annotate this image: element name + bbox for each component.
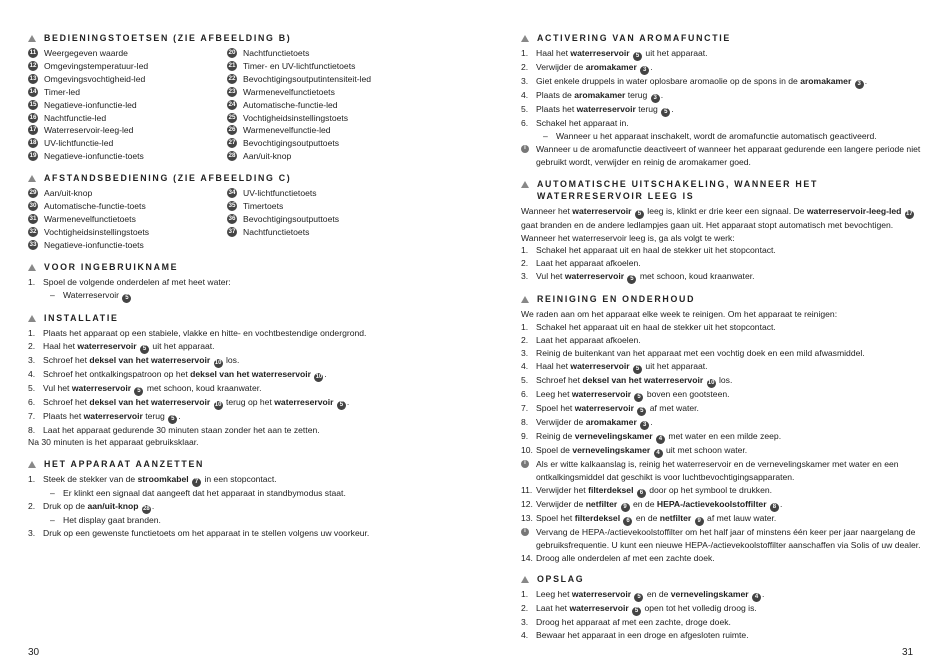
- legend-label: Warmenevelfunctietoets: [44, 213, 136, 224]
- legend-label: Aan/uit-knop: [44, 188, 93, 199]
- legend-table: [28, 47, 468, 163]
- list-item: 2. Laat het apparaat afkoelen.: [521, 258, 641, 269]
- list-item: 2. Laat het apparaat afkoelen.: [521, 335, 641, 346]
- legend-item: [227, 226, 426, 239]
- legend-item: [227, 99, 426, 112]
- list-item: 8. Laat het apparaat gedurende 30 minuten staan zonder het aan te zetten.: [28, 424, 320, 435]
- legend-label: Timer- en UV-lichtfunctietoets: [243, 60, 356, 71]
- triangle-icon: [521, 181, 529, 188]
- list-item: 1. Steek de stekker van de stroomkabel 7 in een stopcontact.: [28, 474, 277, 486]
- number-badge: 32: [29, 227, 37, 235]
- legend-item: [227, 150, 426, 163]
- legend-table: [28, 187, 468, 252]
- number-badge: 30: [29, 202, 37, 210]
- section-voor-ingebruikname: [28, 261, 468, 303]
- legend-item: [227, 86, 426, 99]
- number-badge: 36: [228, 214, 236, 222]
- sub-item: – Waterreservoir 5: [28, 289, 468, 303]
- legend-item: [28, 112, 227, 125]
- legend-label: Negatieve-ionfunctie-toets: [44, 151, 144, 162]
- list-item: 9. Reinig de vernevelingskamer 4 met water en een milde zeep.: [521, 430, 782, 442]
- list-item: 2. Druk op de aan/uit-knop 28 .: [28, 501, 155, 513]
- legend-label: Warmenevelfunctie-led: [243, 125, 331, 136]
- legend-column-left: [28, 187, 227, 252]
- number-badge: 25: [228, 113, 236, 121]
- legend-item: [227, 187, 426, 200]
- legend-item: [28, 47, 227, 60]
- legend-column-right: [227, 47, 426, 163]
- section-heading: ACTIVERING VAN AROMAFUNCTIE: [521, 32, 921, 44]
- number-badge: 18: [29, 139, 37, 147]
- list-item: 3. Schroef het deksel van het waterreservoir 10 los.: [28, 354, 240, 366]
- left-page: [28, 32, 468, 549]
- list-item: 6. Schroef het deksel van het waterreservoir 10 terug op het waterreservoir 5 .: [28, 396, 350, 408]
- list-item: 1. Leeg het waterreservoir 5 en de vernevelingskamer 4 .: [521, 589, 765, 601]
- legend-label: Timertoets: [243, 201, 284, 212]
- info-icon: i: [521, 528, 529, 536]
- legend-item: [28, 226, 227, 239]
- legend-label: Waterreservoir-leeg-led: [44, 125, 134, 136]
- legend-item: [227, 213, 426, 226]
- number-badge: 27: [228, 139, 236, 147]
- list-item: 2. Haal het waterreservoir 5 uit het apparaat.: [28, 340, 215, 352]
- triangle-icon: [521, 576, 529, 583]
- legend-label: Automatische-functie-toets: [44, 201, 146, 212]
- legend-item: [227, 60, 426, 73]
- legend-item: [28, 86, 227, 99]
- number-badge: 29: [29, 189, 37, 197]
- legend-item: [227, 137, 426, 150]
- list-item: 6. Schakel het apparaat in.: [521, 118, 629, 128]
- number-badge: 34: [228, 189, 236, 197]
- legend-label: Negatieve-ionfunctie-toets: [44, 239, 144, 250]
- paragraph: We raden aan om het apparaat elke week te reinigen. Om het apparaat te reinigen:: [521, 309, 838, 320]
- info-icon: i: [521, 145, 529, 153]
- section-aanzetten: [28, 458, 468, 540]
- section-heading: BEDIENINGSTOETSEN (ZIE AFBEELDING B): [28, 32, 468, 44]
- ref-badge: 5: [122, 294, 131, 303]
- legend-label: Aan/uit-knop: [243, 151, 292, 162]
- section-heading: AUTOMATISCHE UITSCHAKELING, WANNEER HET WATERRESERVOIR LEEG IS: [521, 178, 921, 202]
- legend-item: [28, 213, 227, 226]
- triangle-icon: [28, 315, 36, 322]
- list-item: 12. Verwijder de netfilter 9 en de HEPA-/actievekoolstoffilter 8 .: [521, 498, 783, 510]
- section-heading: OPSLAG: [521, 573, 921, 585]
- list-item: 7. Plaats het waterreservoir terug 5 .: [28, 410, 181, 422]
- list-item: 13. Spoel het filterdeksel 6 en de netfilter 9 af met lauw water.: [521, 512, 777, 524]
- legend-item: [227, 112, 426, 125]
- number-badge: 11: [29, 49, 37, 56]
- list-item: 10. Spoel de vernevelingskamer 4 uit met schoon water.: [521, 444, 748, 456]
- paragraph: Wanneer het waterreservoir 5 leeg is, klinkt er drie keer een signaal. De waterreservoir-leeg-led 17 gaat branden en de andere ledlampjes gaan uit. Het apparaat stopt automatisch met bevochtigen.: [521, 205, 913, 230]
- section-heading: HET APPARAAT AANZETTEN: [28, 458, 468, 470]
- list-item: 5. Plaats het waterreservoir terug 5 .: [521, 104, 674, 115]
- number-badge: 33: [29, 240, 37, 248]
- section-automatische-uitschakeling: [521, 178, 921, 285]
- list-item: 3. Druk op een gewenste functietoets om het apparaat in te stellen volgens uw voorkeur.: [28, 528, 370, 539]
- list-item: 5. Vul het waterreservoir 5 met schoon, koud kraanwater.: [28, 382, 262, 394]
- triangle-icon: [28, 461, 36, 468]
- legend-item: [28, 60, 227, 73]
- list-item: 4. Haal het waterreservoir 5 uit het apparaat.: [521, 360, 708, 372]
- triangle-icon: [521, 296, 529, 303]
- number-badge: 28: [228, 152, 236, 160]
- legend-item: [227, 47, 426, 60]
- list-item: 8. Verwijder de aromakamer 3 .: [521, 416, 653, 428]
- list-item: 2. Verwijder de aromakamer 3 .: [521, 62, 653, 73]
- legend-item: [28, 200, 227, 213]
- page-number-right: 31: [902, 647, 914, 658]
- section-installatie: [28, 312, 468, 450]
- legend-label: Vochtigheidsinstellingstoets: [243, 112, 349, 123]
- legend-label: Nachtfunctie-led: [44, 112, 107, 123]
- legend-label: Bevochtigingsoutputtoets: [243, 213, 340, 224]
- legend-label: Weergegeven waarde: [44, 48, 128, 58]
- number-badge: 20: [228, 49, 236, 56]
- sub-item: – Er klinkt een signaal dat aangeeft dat het apparaat in standbymodus staat.: [50, 488, 346, 499]
- legend-label: Omgevingsvochtigheid-led: [44, 73, 146, 84]
- sub-item: – Wanneer u het apparaat inschakelt, wordt de aromafunctie automatisch geactiveerd.: [543, 130, 877, 141]
- list-item: 1. Schakel het apparaat uit en haal de stekker uit het stopcontact.: [521, 322, 776, 333]
- number-badge: 31: [29, 214, 37, 222]
- info-note: i Wanneer u de aromafunctie deactiveert of wanneer het apparaat gedurende een langere periode niet gebruikt wordt, verwijder en reinig de aromakamer goed.: [521, 143, 921, 169]
- note-text: Na 30 minuten is het apparaat gebruiksklaar.: [28, 437, 199, 448]
- legend-item: [227, 200, 426, 213]
- list-item: 5. Schroef het deksel van het waterreservoir 10 los.: [521, 374, 733, 386]
- section-aromafunctie: [521, 32, 921, 169]
- legend-label: Bevochtigingsoutputintensiteit-led: [243, 73, 372, 84]
- section-heading: REINIGING EN ONDERHOUD: [521, 293, 921, 305]
- number-badge: 15: [29, 100, 37, 108]
- legend-item: [28, 239, 227, 252]
- legend-label: Omgevingstemperatuur-led: [44, 60, 149, 71]
- legend-label: UV-lichtfunctietoets: [243, 188, 317, 199]
- section-afstandsbediening: [28, 172, 468, 252]
- number-badge: 23: [228, 87, 236, 95]
- list-item: 4. Plaats de aromakamer terug 3 .: [521, 90, 664, 101]
- legend-label: UV-lichtfunctie-led: [44, 138, 114, 149]
- legend-item: [28, 99, 227, 112]
- number-badge: 21: [228, 61, 236, 69]
- info-note: i Vervang de HEPA-/actievekoolstoffilter om het half jaar of minstens één keer per jaar naargelang de gebruiksfrequentie. U kunt een nieuwe HEPA-/actievekoolstoffilter aanschaffen via Solis of uw dealer.: [521, 526, 921, 552]
- legend-item: [28, 73, 227, 86]
- section-heading: VOOR INGEBRUIKNAME: [28, 261, 468, 273]
- list-item: 1. Haal het waterreservoir 5 uit het apparaat.: [521, 48, 708, 59]
- triangle-icon: [521, 35, 529, 42]
- legend-column-right: [227, 187, 426, 252]
- page-number-left: 30: [28, 647, 40, 658]
- legend-item: [28, 124, 227, 137]
- list-item: 6. Leeg het waterreservoir 5 boven een gootsteen.: [521, 388, 730, 400]
- list-item: 7. Spoel het waterreservoir 5 af met water.: [521, 402, 699, 414]
- section-opslag: [521, 573, 921, 642]
- triangle-icon: [28, 264, 36, 271]
- section-heading: INSTALLATIE: [28, 312, 468, 324]
- triangle-icon: [28, 35, 36, 42]
- section-heading: AFSTANDSBEDIENING (ZIE AFBEELDING C): [28, 172, 468, 184]
- number-badge: 37: [228, 227, 236, 235]
- legend-label: Negatieve-ionfunctie-led: [44, 99, 137, 110]
- triangle-icon: [28, 175, 36, 182]
- legend-item: [227, 73, 426, 86]
- legend-label: Nachtfunctietoets: [243, 48, 310, 58]
- number-badge: 12: [29, 61, 37, 69]
- legend-item: [227, 124, 426, 137]
- legend-label: Warmenevelfunctietoets: [243, 86, 335, 97]
- number-badge: 26: [228, 126, 236, 134]
- number-badge: 19: [29, 152, 37, 160]
- legend-column-left: [28, 47, 227, 163]
- right-page: [521, 32, 921, 651]
- list-item: 3. Giet enkele druppels in water oplosbare aromaolie op de spons in de aromakamer 3 .: [521, 76, 868, 87]
- legend-label: Timer-led: [44, 86, 80, 97]
- sub-item: – Het display gaat branden.: [50, 515, 161, 526]
- paragraph: Wanneer het waterreservoir leeg is, ga als volgt te werk:: [521, 232, 735, 243]
- info-note: i Als er witte kalkaanslag is, reinig het waterreservoir en de vernevelingskamer met water en een ontkalkingsmiddel dat geschikt is voor luchtbevochtigingsapparaten.: [521, 458, 921, 484]
- list-item: 4. Bewaar het apparaat in een droge en afgesloten ruimte.: [521, 630, 749, 641]
- info-icon: i: [521, 460, 529, 468]
- legend-label: Vochtigheidsinstellingstoets: [44, 226, 150, 237]
- number-badge: 22: [228, 74, 236, 82]
- legend-label: Bevochtigingsoutputtoets: [243, 138, 340, 149]
- list-item: 4. Schroef het ontkalkingspatroon op het deksel van het waterreservoir 10 .: [28, 368, 327, 380]
- legend-label: Nachtfunctietoets: [243, 226, 310, 237]
- list-item: 3. Reinig de buitenkant van het apparaat met een vochtig doek en een mild afwasmiddel.: [521, 347, 865, 358]
- list-item: 1. Spoel de volgende onderdelen af met heet water:: [28, 276, 231, 287]
- number-badge: 24: [228, 100, 236, 108]
- list-item: 2. Laat het waterreservoir 5 open tot het volledig droog is.: [521, 603, 757, 615]
- number-badge: 35: [228, 202, 236, 210]
- legend-item: [28, 187, 227, 200]
- number-badge: 13: [29, 74, 37, 82]
- section-bedieningstoetsen: [28, 32, 468, 163]
- list-item: 3. Vul het waterreservoir 5 met schoon, koud kraanwater.: [521, 271, 755, 283]
- section-reiniging: [521, 293, 921, 564]
- legend-item: [28, 137, 227, 150]
- number-badge: 16: [29, 113, 37, 121]
- list-item: 1. Plaats het apparaat op een stabiele, vlakke en hitte- en vochtbestendige ondergrond.: [28, 327, 367, 338]
- number-badge: 17: [29, 126, 37, 134]
- legend-item: [28, 150, 227, 163]
- list-item: 11. Verwijder het filterdeksel 6 door op het symbool te drukken.: [521, 484, 773, 496]
- number-badge: 14: [29, 87, 37, 95]
- legend-label: Automatische-functie-led: [243, 99, 338, 110]
- list-item: 1. Schakel het apparaat uit en haal de stekker uit het stopcontact.: [521, 245, 776, 256]
- list-item: 14. Droog alle onderdelen af met een zachte doek.: [521, 552, 715, 563]
- list-item: 3. Droog het apparaat af met een zachte, droge doek.: [521, 617, 731, 628]
